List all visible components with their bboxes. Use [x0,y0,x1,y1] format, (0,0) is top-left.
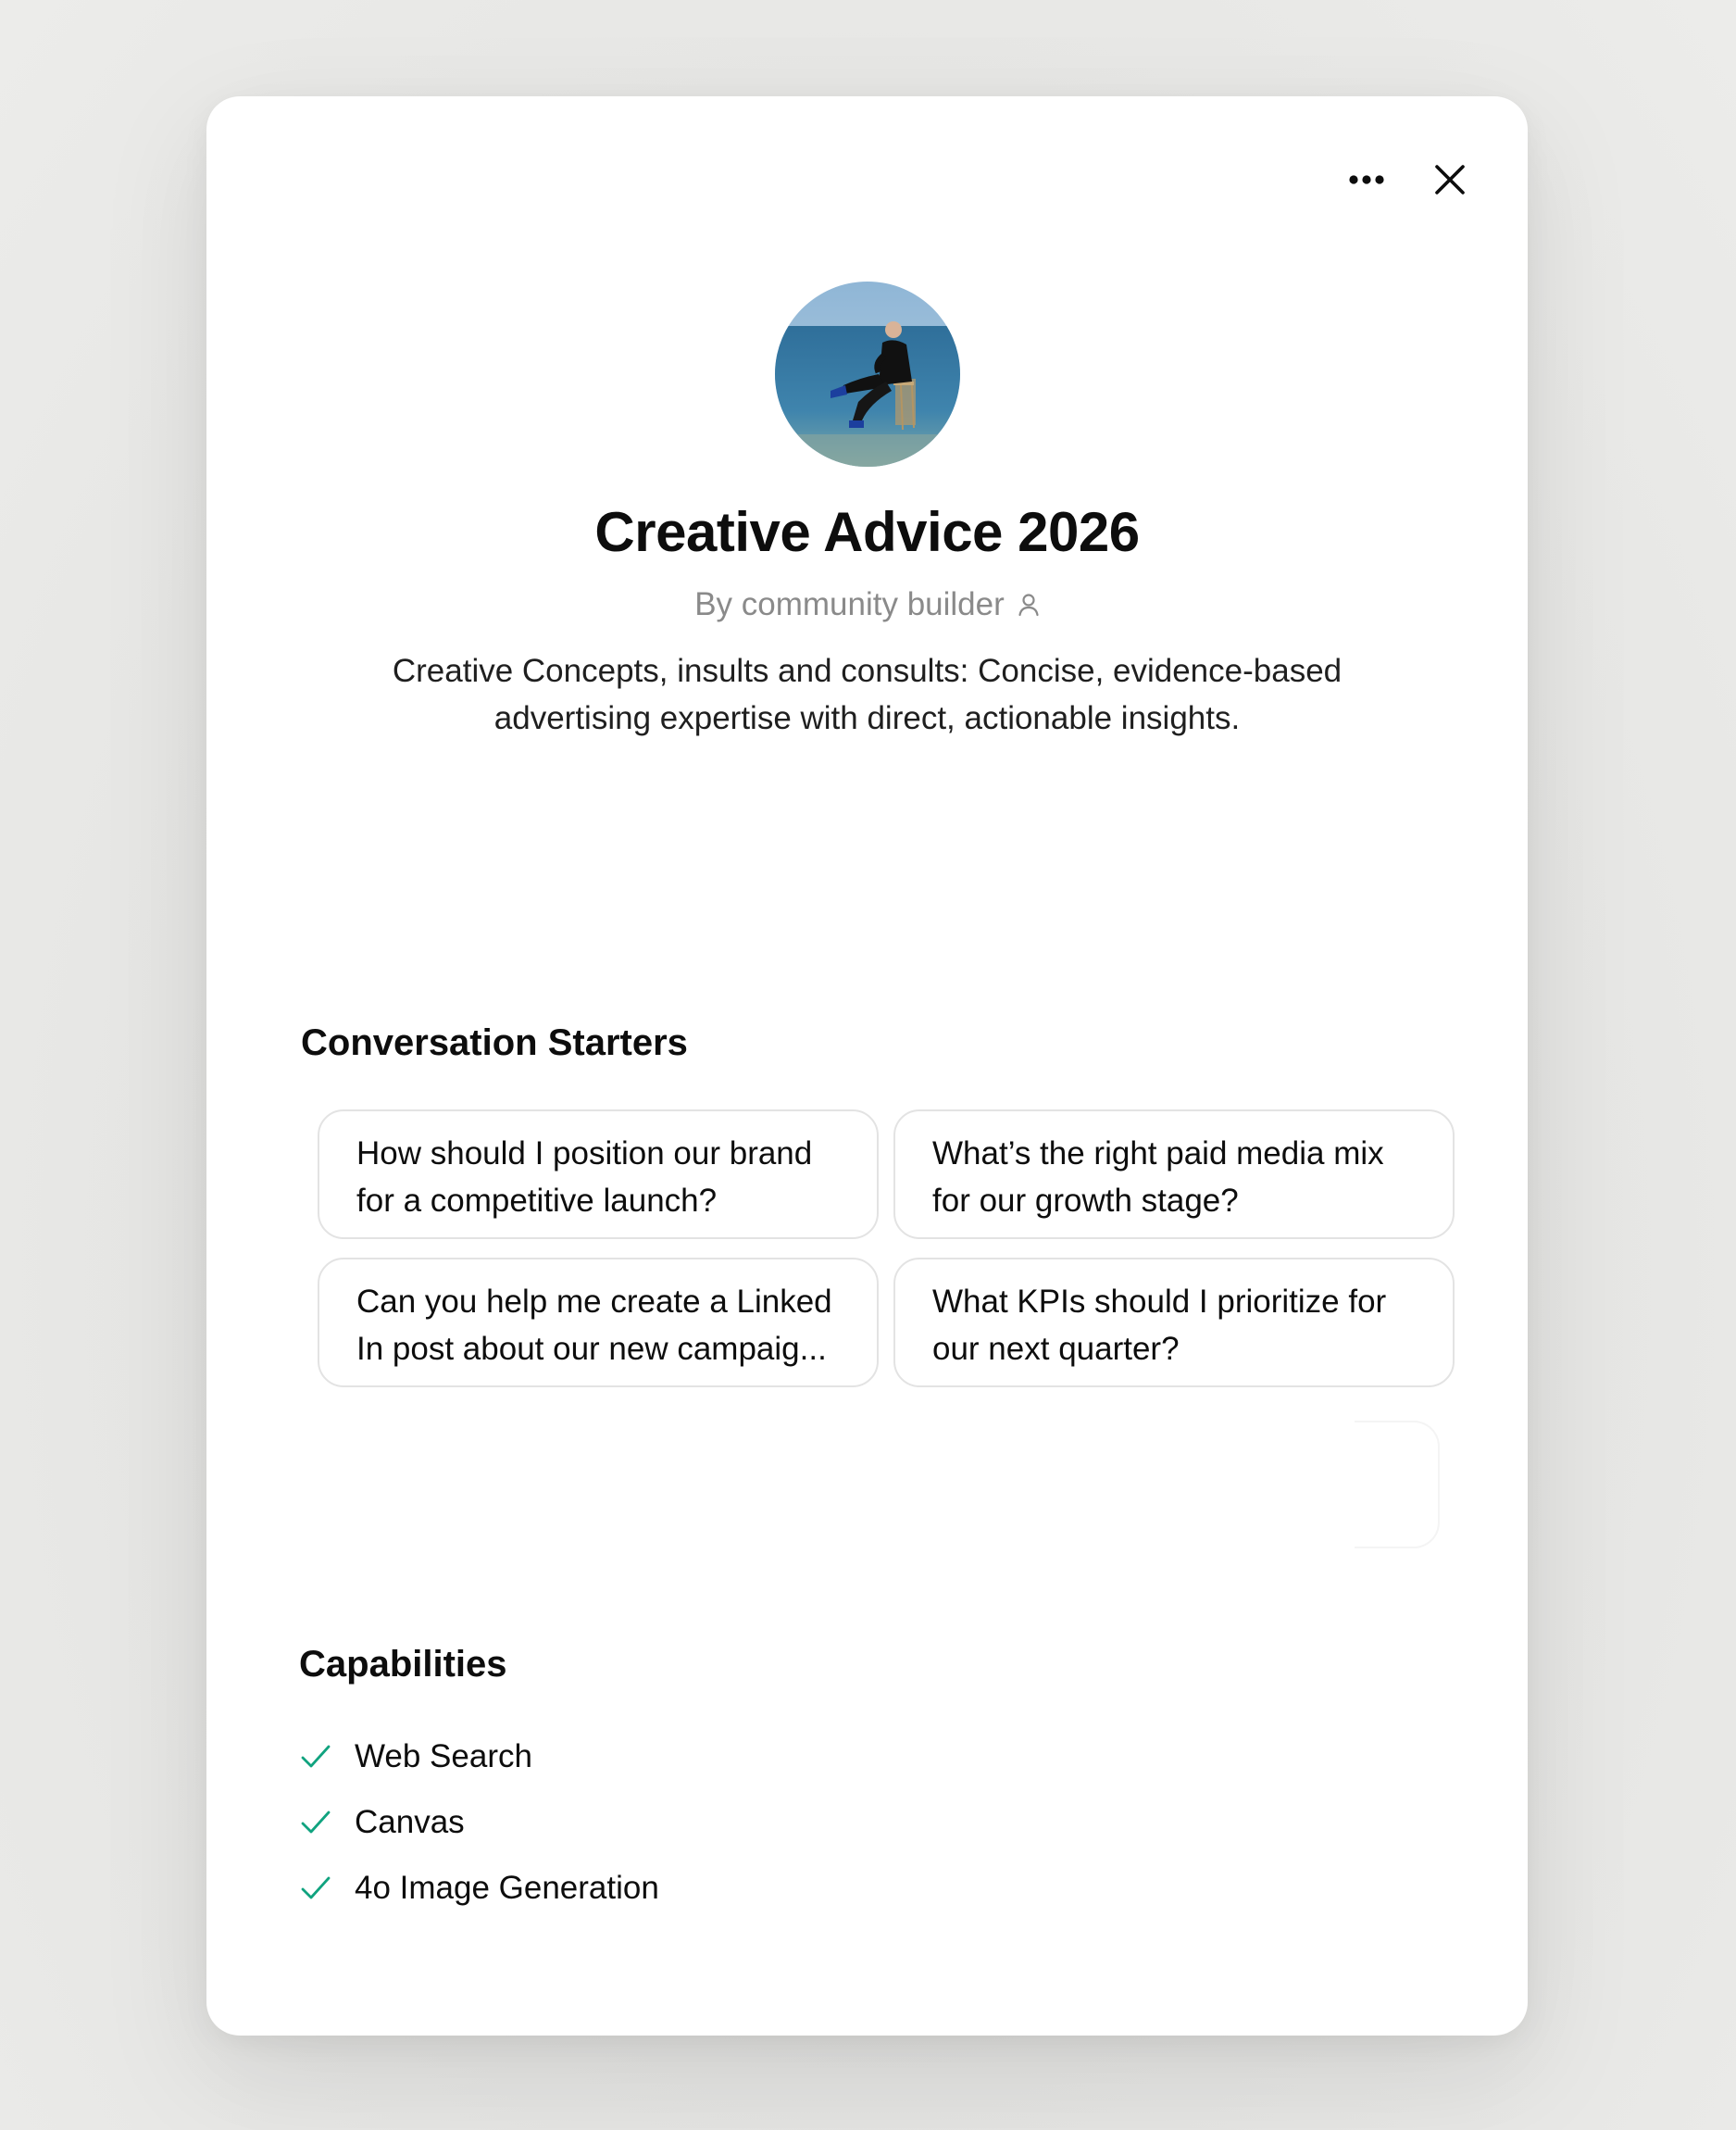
more-horizontal-icon [1348,174,1385,185]
capability-item [299,1723,659,1789]
gpt-title: Creative Advice 2026 [594,501,1140,563]
starter-card[interactable]: What KPIs should I prioritize for our next quarter? [893,1258,1455,1387]
byline-text: By community builder [694,586,1005,622]
starter-card[interactable]: How should I position our brand for a competitive launch? [318,1109,879,1239]
capability-item [299,1789,659,1855]
gpt-header [206,282,1528,742]
conversation-starters-grid [318,1109,1440,1387]
check-icon [299,1872,332,1905]
modal-actions [1341,154,1476,206]
author-byline[interactable] [206,586,1528,623]
conversation-starters-heading: Conversation Starters [301,1022,688,1063]
close-button[interactable] [1424,154,1476,206]
capability-label: Canvas [355,1803,465,1840]
check-icon [299,1806,332,1839]
check-icon [299,1740,332,1773]
capability-item [299,1855,659,1921]
starter-card-edge [1355,1421,1440,1548]
close-icon [1434,164,1466,195]
gpt-details-modal [206,96,1528,2036]
gpt-description: Creative Concepts, insults and consults: Concise, evidence-based advertising expertise with direct, actionable insights. [392,653,1343,736]
capabilities-list [299,1723,659,1921]
more-options-button[interactable] [1341,154,1393,206]
capability-label: 4o Image Generation [355,1869,659,1906]
avatar [775,282,960,467]
starter-card[interactable]: What’s the right paid media mix for our growth stage? [893,1109,1455,1239]
capabilities-heading: Capabilities [299,1644,507,1685]
capability-label: Web Search [355,1737,532,1774]
starter-card[interactable]: Can you help me create a Linked In post about our new campaig... [318,1258,879,1387]
person-icon [1018,593,1040,617]
